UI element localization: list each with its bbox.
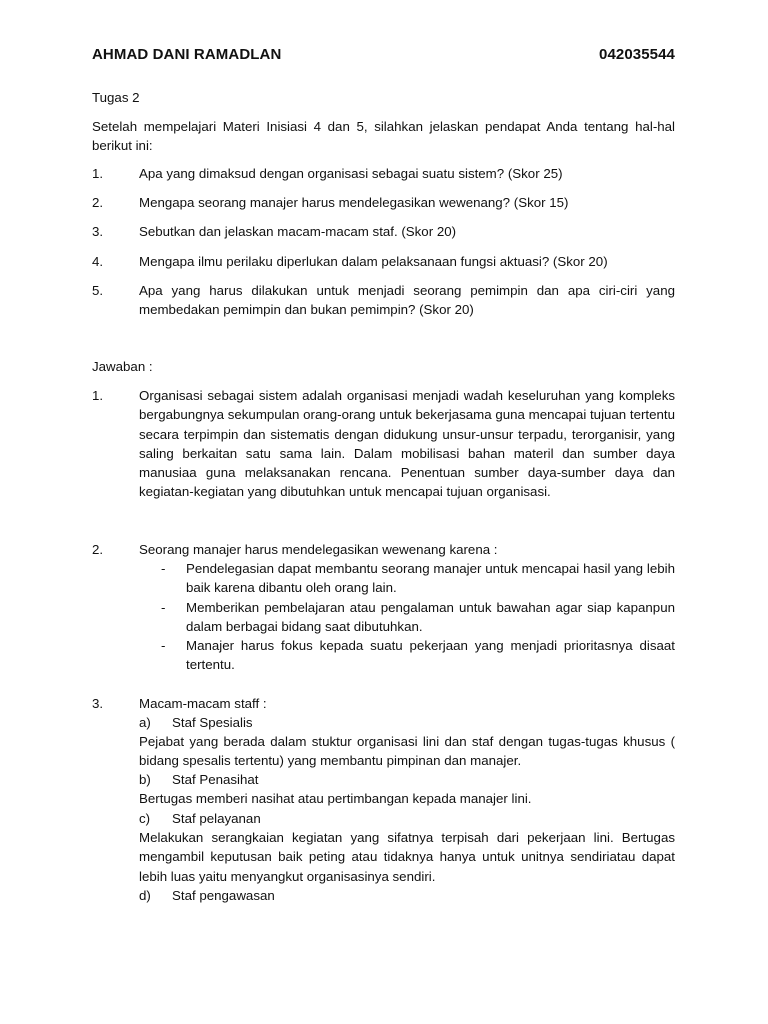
dash-bullet: -: [161, 600, 166, 615]
student-id: 042035544: [599, 46, 675, 63]
answer-1: [92, 386, 675, 502]
staff-type-label: b): [139, 772, 151, 787]
answer-3-intro: Macam-macam staff :: [139, 696, 267, 711]
assignment-title: Tugas 2: [92, 90, 140, 105]
staff-type-description: Pejabat yang berada dalam stuktur organisasi lini dan staf dengan tugas-tugas khusus ( bidang spesalis tertentu) yang membantu pimpinan dan manajer.: [139, 734, 675, 769]
answer-number: 1.: [92, 388, 104, 403]
question-text: Mengapa seorang manajer harus mendelegasikan wewenang? (Skor 15): [139, 195, 569, 210]
staff-type-heading: [139, 809, 261, 828]
question-item: [92, 222, 675, 241]
delegation-point-text: Manajer harus fokus kepada suatu pekerjaan yang menjadi prioritasnya disaat tertentu.: [186, 638, 675, 673]
dash-bullet: -: [161, 638, 166, 653]
staff-type-heading: [139, 770, 259, 789]
dash-bullet: -: [161, 561, 166, 576]
answer-2-intro: Seorang manajer harus mendelegasikan wewenang karena :: [139, 542, 498, 557]
question-number: 1.: [92, 166, 104, 181]
staff-type-heading: [139, 886, 275, 905]
question-item: [92, 281, 675, 320]
question-item: [92, 193, 675, 212]
staff-type-title: Staf pelayanan: [172, 811, 261, 826]
question-number: 4.: [92, 254, 104, 269]
answer-number: 2.: [92, 542, 104, 557]
delegation-point-text: Pendelegasian dapat membantu seorang manajer untuk mencapai hasil yang lebih baik karena dibantu oleh orang lain.: [186, 561, 675, 596]
question-item: [92, 164, 675, 183]
staff-type-label: a): [139, 715, 151, 730]
delegation-point: [139, 636, 675, 675]
staff-type-label: c): [139, 811, 151, 826]
staff-type-title: Staf Penasihat: [172, 772, 259, 787]
delegation-point: [139, 559, 675, 598]
answer-3: [92, 694, 675, 713]
staff-type-description: Melakukan serangkaian kegiatan yang sifatnya terpisah dari pekerjaan lini. Bertugas mengambil keputusan baik peting atau tidaknya hanya untuk unitnya sendiriatau dapat lebih luas yaitu menyangkut organisasinya sendiri.: [139, 830, 675, 884]
staff-type-heading: [139, 713, 253, 732]
delegation-point-text: Memberikan pembelajaran atau pengalaman untuk bawahan agar siap kapanpun dalam berbagai bidang saat dibutuhkan.: [186, 600, 675, 635]
question-text: Apa yang harus dilakukan untuk menjadi seorang pemimpin dan apa ciri-ciri yang membedakan pemimpin dan bukan pemimpin? (Skor 20): [139, 283, 675, 318]
answers-heading: Jawaban :: [92, 359, 153, 374]
staff-type-label: d): [139, 888, 151, 903]
answer-1-text: Organisasi sebagai sistem adalah organisasi menjadi wadah keseluruhan yang kompleks bergabungnya sekumpulan orang-orang untuk bekerjasama guna mencapai tujuan tertentu secara terpimpin dan sistematis dengan didukung unsur-unsur terpadu, terorganisir, yang saling berkaitan satu sama lain. Dalam mobilisasi bahan materil dan sumber daya manusiaa guna melaksanakan rencana. Penentuan sumber daya-sumber daya dan kegiatan-kegiatan yang dibutuhkan untuk mencapai tujuan organisasi.: [139, 388, 675, 500]
author-name: AHMAD DANI RAMADLAN: [92, 46, 282, 63]
question-item: [92, 252, 675, 271]
delegation-point: [139, 598, 675, 637]
staff-type-title: Staf Spesialis: [172, 715, 253, 730]
question-text: Sebutkan dan jelaskan macam-macam staf. (Skor 20): [139, 224, 457, 239]
question-text: Mengapa ilmu perilaku diperlukan dalam pelaksanaan fungsi aktuasi? (Skor 20): [139, 254, 608, 269]
staff-type-title: Staf pengawasan: [172, 888, 275, 903]
staff-type-description: Bertugas memberi nasihat atau pertimbangan kepada manajer lini.: [139, 791, 532, 806]
question-number: 3.: [92, 224, 104, 239]
question-text: Apa yang dimaksud dengan organisasi sebagai suatu sistem? (Skor 25): [139, 166, 563, 181]
answer-number: 3.: [92, 696, 104, 711]
answer-2: [92, 540, 675, 559]
question-number: 2.: [92, 195, 104, 210]
question-number: 5.: [92, 283, 104, 298]
intro-paragraph: Setelah mempelajari Materi Inisiasi 4 dan 5, silahkan jelaskan pendapat Anda tentang hal-hal berikut ini:: [92, 119, 675, 154]
